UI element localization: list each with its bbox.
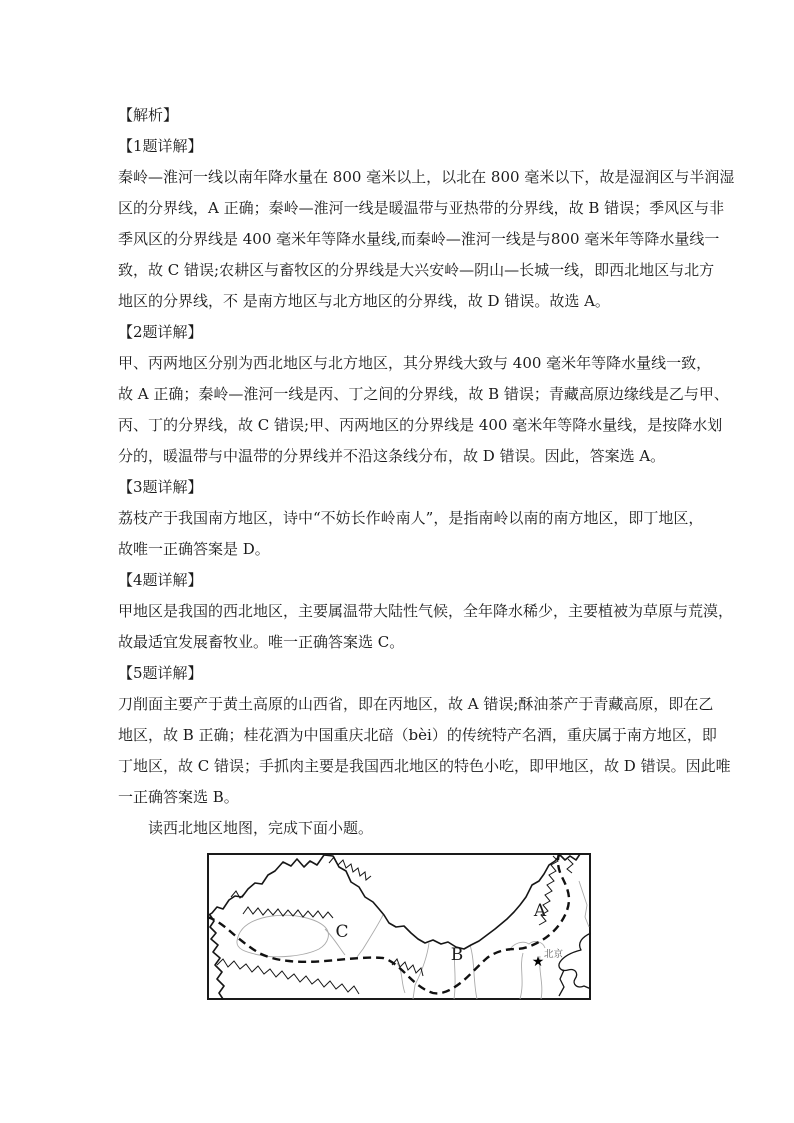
region-label-a: A [533,901,547,921]
analysis-heading: 【解析】 [118,106,179,124]
q2-title: 【2题详解】 [118,323,203,341]
q5-line-2: 地区，故 B 正确；桂花酒为中国重庆北碚（bèi）的传统特产名酒，重庆属于南方地区，即 [118,726,717,744]
map-instruction: 读西北地区地图，完成下面小题。 [148,819,374,837]
region-label-c: C [335,922,349,942]
q1-line-4: 致，故 C 错误;农耕区与畜牧区的分界线是大兴安岭—阴山—长城一线，即西北地区与北方 [118,261,715,279]
q3-title: 【3题详解】 [118,478,203,496]
q1-line-5: 地区的分界线，不 是南方地区与北方地区的分界线，故 D 错误。故选 A。 [118,292,610,310]
q2-line-4: 分的，暖温带与中温带的分界线并不沿这条线分布，故 D 错误。因此，答案选 A。 [118,447,666,465]
q1-line-1: 秦岭—淮河一线以南年降水量在 800 毫米以上，以北在 800 毫米以下，故是湿润区与半润湿 [118,168,735,186]
document-body [118,100,735,1000]
q1-line-2: 区的分界线，A 正确；秦岭—淮河一线是暖温带与亚热带的分界线，故 B 错误；季风区与非 [118,199,725,217]
q5-line-4: 一正确答案选 B。 [118,788,239,806]
q5-title: 【5题详解】 [118,664,203,682]
q2-line-1: 甲、丙两地区分别为西北地区与北方地区，其分界线大致与 400 毫米年等降水量线一致， [118,354,712,372]
q3-line-1: 荔枝产于我国南方地区，诗中“不妨长作岭南人”，是指南岭以南的南方地区，即丁地区， [118,509,704,527]
beijing-star-icon: ★ [531,954,545,970]
q4-line-1: 甲地区是我国的西北地区，主要属温带大陆性气候，全年降水稀少，主要植被为草原与荒漠， [118,602,734,620]
beijing-label: 北京 [544,949,564,960]
northwest-region-map [118,853,680,1000]
q2-line-2: 故 A 正确；秦岭—淮河一线是丙、丁之间的分界线，故 B 错误；青藏高原边缘线是乙与甲、 [118,385,729,403]
q2-line-3: 丙、丁的分界线，故 C 错误;甲、丙两地区的分界线是 400 毫米年等降水量线，是按降水划 [118,416,723,434]
q5-line-3: 丁地区，故 C 错误；手抓肉主要是我国西北地区的特色小吃，即甲地区，故 D 错误。因此唯 [118,757,731,775]
q1-line-3: 季风区的分界线是 400 毫米年等降水量线,而秦岭—淮河一线是与800 毫米年等降水量线一 [118,230,720,248]
q5-line-1: 刀削面主要产于黄土高原的山西省，即在丙地区，故 A 错误;酥油茶产于青藏高原，即在乙 [118,695,714,713]
map-image [207,853,591,1000]
q4-line-2: 故最适宜发展畜牧业。唯一正确答案选 C。 [118,633,405,651]
region-label-b: B [450,945,464,965]
q4-title: 【4题详解】 [118,571,203,589]
q1-title: 【1题详解】 [118,137,203,155]
q3-line-2: 故唯一正确答案是 D。 [118,540,270,558]
